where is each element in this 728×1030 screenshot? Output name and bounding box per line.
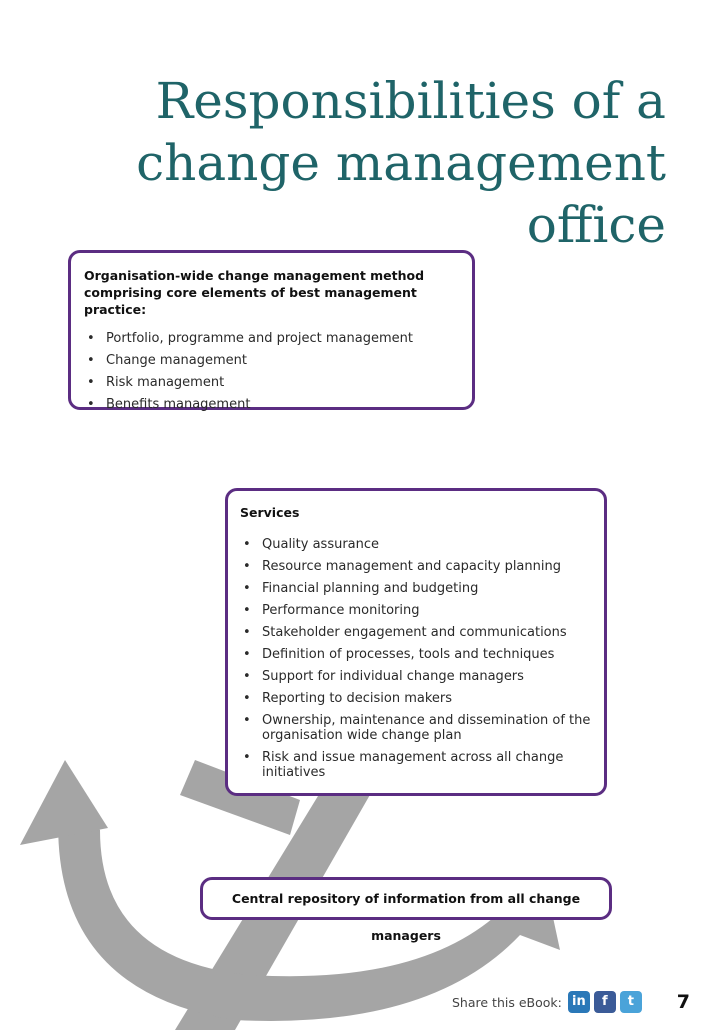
share-footer <box>452 990 642 1014</box>
list-item: • Benefits management <box>84 397 472 412</box>
title-line-2: change management <box>136 134 666 192</box>
list-item: • Reporting to decision makers <box>240 691 604 706</box>
list-item: • Performance monitoring <box>240 603 604 618</box>
list-item: • Ownership, maintenance and dissemination of the organisation wide change plan <box>240 713 604 743</box>
linkedin-icon[interactable]: in <box>568 991 590 1013</box>
method-list <box>84 331 472 412</box>
list-item: • Stakeholder engagement and communications <box>240 625 604 640</box>
twitter-icon[interactable]: t <box>620 991 642 1013</box>
list-item: • Definition of processes, tools and techniques <box>240 647 604 662</box>
services-box <box>225 488 607 796</box>
method-box <box>68 250 475 410</box>
list-item: • Risk and issue management across all change initiatives <box>240 750 604 780</box>
facebook-icon[interactable]: f <box>594 991 616 1013</box>
list-item: • Quality assurance <box>240 537 604 552</box>
list-item: • Change management <box>84 353 472 368</box>
list-item: • Portfolio, programme and project management <box>84 331 472 346</box>
title-line-1: Responsibilities of a <box>155 72 666 130</box>
repository-box <box>200 877 612 943</box>
services-list <box>240 537 604 780</box>
list-item: • Resource management and capacity planning <box>240 559 604 574</box>
repository-label: Central repository of information from all change managers <box>231 891 581 943</box>
method-heading: Organisation-wide change management method comprising core elements of best management practice: <box>84 268 425 317</box>
page-number: 7 <box>676 991 690 1013</box>
share-label: Share this eBook: <box>452 994 562 1010</box>
list-item: • Support for individual change managers <box>240 669 604 684</box>
list-item: • Risk management <box>84 375 472 390</box>
services-heading: Services <box>240 505 300 520</box>
list-item: • Financial planning and budgeting <box>240 581 604 596</box>
title-line-3: office <box>526 196 666 254</box>
page-title <box>106 70 666 256</box>
